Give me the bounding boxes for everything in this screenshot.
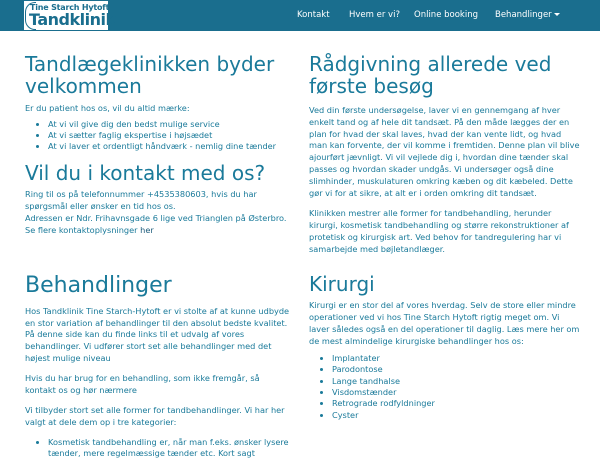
advice-text-1: Ved din første undersøgelse, laver vi en gennemgang af hver enkelt tand og af hele dit tandsæt. På den måde lægges der en plan for hvad der skal laves, hvad der kan vente lidt, og hvad man kan forvente, der vil komme i fremtiden. Denne plan vil blive ajourført jævnligt. Vi vil vejlede dig i, hvordan dine tænder skal passes og hvordan skader undgås. Vi undersøger også dine slimhinder, muskulaturen omkring kæben og dit kæbeled. Dette gør vi for at sikre, at alt er i orden omkring dit tandsæt. — [309, 104, 580, 199]
nav-behandlinger-label: Behandlinger — [495, 10, 552, 20]
list-item: • Kosmetisk tandbehandling er, når man f.eks. ønsker lysere tænder, mere regelmæssige tænder etc. Kort sagt — [48, 437, 293, 460]
treatments-list — [25, 437, 293, 460]
treatments-categories-text: Vi tilbyder stort set alle former for tandbehandlinger. Vi har her valgt at dele dem op i tre kategorier: — [25, 404, 285, 427]
welcome-list — [25, 119, 293, 153]
contact-phone-text: Ring til os på telefonnummer +4535380603, hvis du har spørgsmål eller ønsker en tid hos os. — [25, 189, 257, 212]
list-item: • Visdomstænder — [332, 387, 581, 398]
welcome-heading: Tandlægeklinikken byder velkommen — [25, 52, 275, 99]
contact-here-link[interactable]: her — [140, 225, 154, 236]
nav-hvem-er-vi[interactable]: Hvem er vi? — [349, 10, 400, 20]
advice-section — [309, 53, 581, 263]
treatments-heading: Behandlinger — [25, 273, 172, 298]
surgery-list — [309, 353, 581, 421]
contact-section — [25, 162, 293, 245]
logo[interactable] — [24, 1, 116, 30]
contact-address-text: Adressen er Ndr. Frihavnsgade 6 lige ved Trianglen på Østerbro. — [25, 213, 287, 224]
treatments-intro: Hos Tandklinik Tine Starch-Hytoft er vi stolte af at kunne udbyde en stor variation af behandlinger til den absolut bedste kvalitet. På denne side kan du finde links til et udvalg af vores behandlinger. Vi udfører stort set alle behandlinger med det højest mulige niveau — [25, 305, 290, 364]
logo-top-text: Tine Starch Hytoft — [30, 3, 110, 12]
contact-more-text — [25, 225, 293, 237]
surgery-text: Kirurgi er en stor del af vores hverdag. Selv de store eller mindre operationer ved vi hos Tine Starch Hytoft rigtig meget om. Vi laver således også en del operationer til daglig. Læs mere her om de mest almindelige kirurgiske behandlinger hos os: — [309, 300, 580, 347]
contact-more-label: Se flere kontaktoplysninger — [25, 225, 141, 236]
surgery-heading: Kirurgi — [309, 272, 375, 296]
contact-heading: Vil du i kontakt med os? — [25, 161, 266, 185]
list-item: • Retrograde rodfyldninger — [332, 398, 581, 409]
nav-kontakt[interactable]: Kontakt — [297, 10, 330, 20]
caret-down-icon — [554, 13, 560, 16]
list-item: • Parodontose — [332, 364, 581, 375]
surgery-section — [309, 273, 581, 429]
list-item: • Cyster — [332, 410, 581, 421]
top-navbar — [0, 0, 600, 31]
list-item: • At vi laver et ordentligt håndværk - nemlig dine tænder — [48, 141, 293, 152]
advice-text-2: Klinikken mestrer alle former for tandbehandling, herunder kirurgi, kosmetisk tandbehandling og større rekonstruktioner af protetisk og kirurgisk art. Ved behov for tandregulering har vi samarbejde med bøjletandlæger. — [309, 207, 569, 254]
list-item: • Implantater — [332, 353, 581, 364]
treatments-section — [25, 274, 293, 467]
advice-heading: Rådgivning allerede ved første besøg — [309, 52, 552, 99]
list-item: • At vi sætter faglig ekspertise i højsædet — [48, 130, 293, 141]
treatments-contact-text: Hvis du har brug for en behandling, som ikke fremgår, så kontakt os og hør nærmere — [25, 373, 260, 395]
list-item: • At vi vil give dig den bedst mulige service — [48, 119, 293, 130]
left-column — [25, 53, 293, 161]
list-item: • Lange tandhalse — [332, 376, 581, 387]
nav-behandlinger-dropdown[interactable] — [495, 0, 560, 31]
welcome-intro: Er du patient hos os, vil du altid mærke: — [25, 102, 190, 113]
nav-online-booking[interactable]: Online booking — [414, 10, 478, 20]
logo-main-text: Tandklinik — [29, 10, 116, 29]
